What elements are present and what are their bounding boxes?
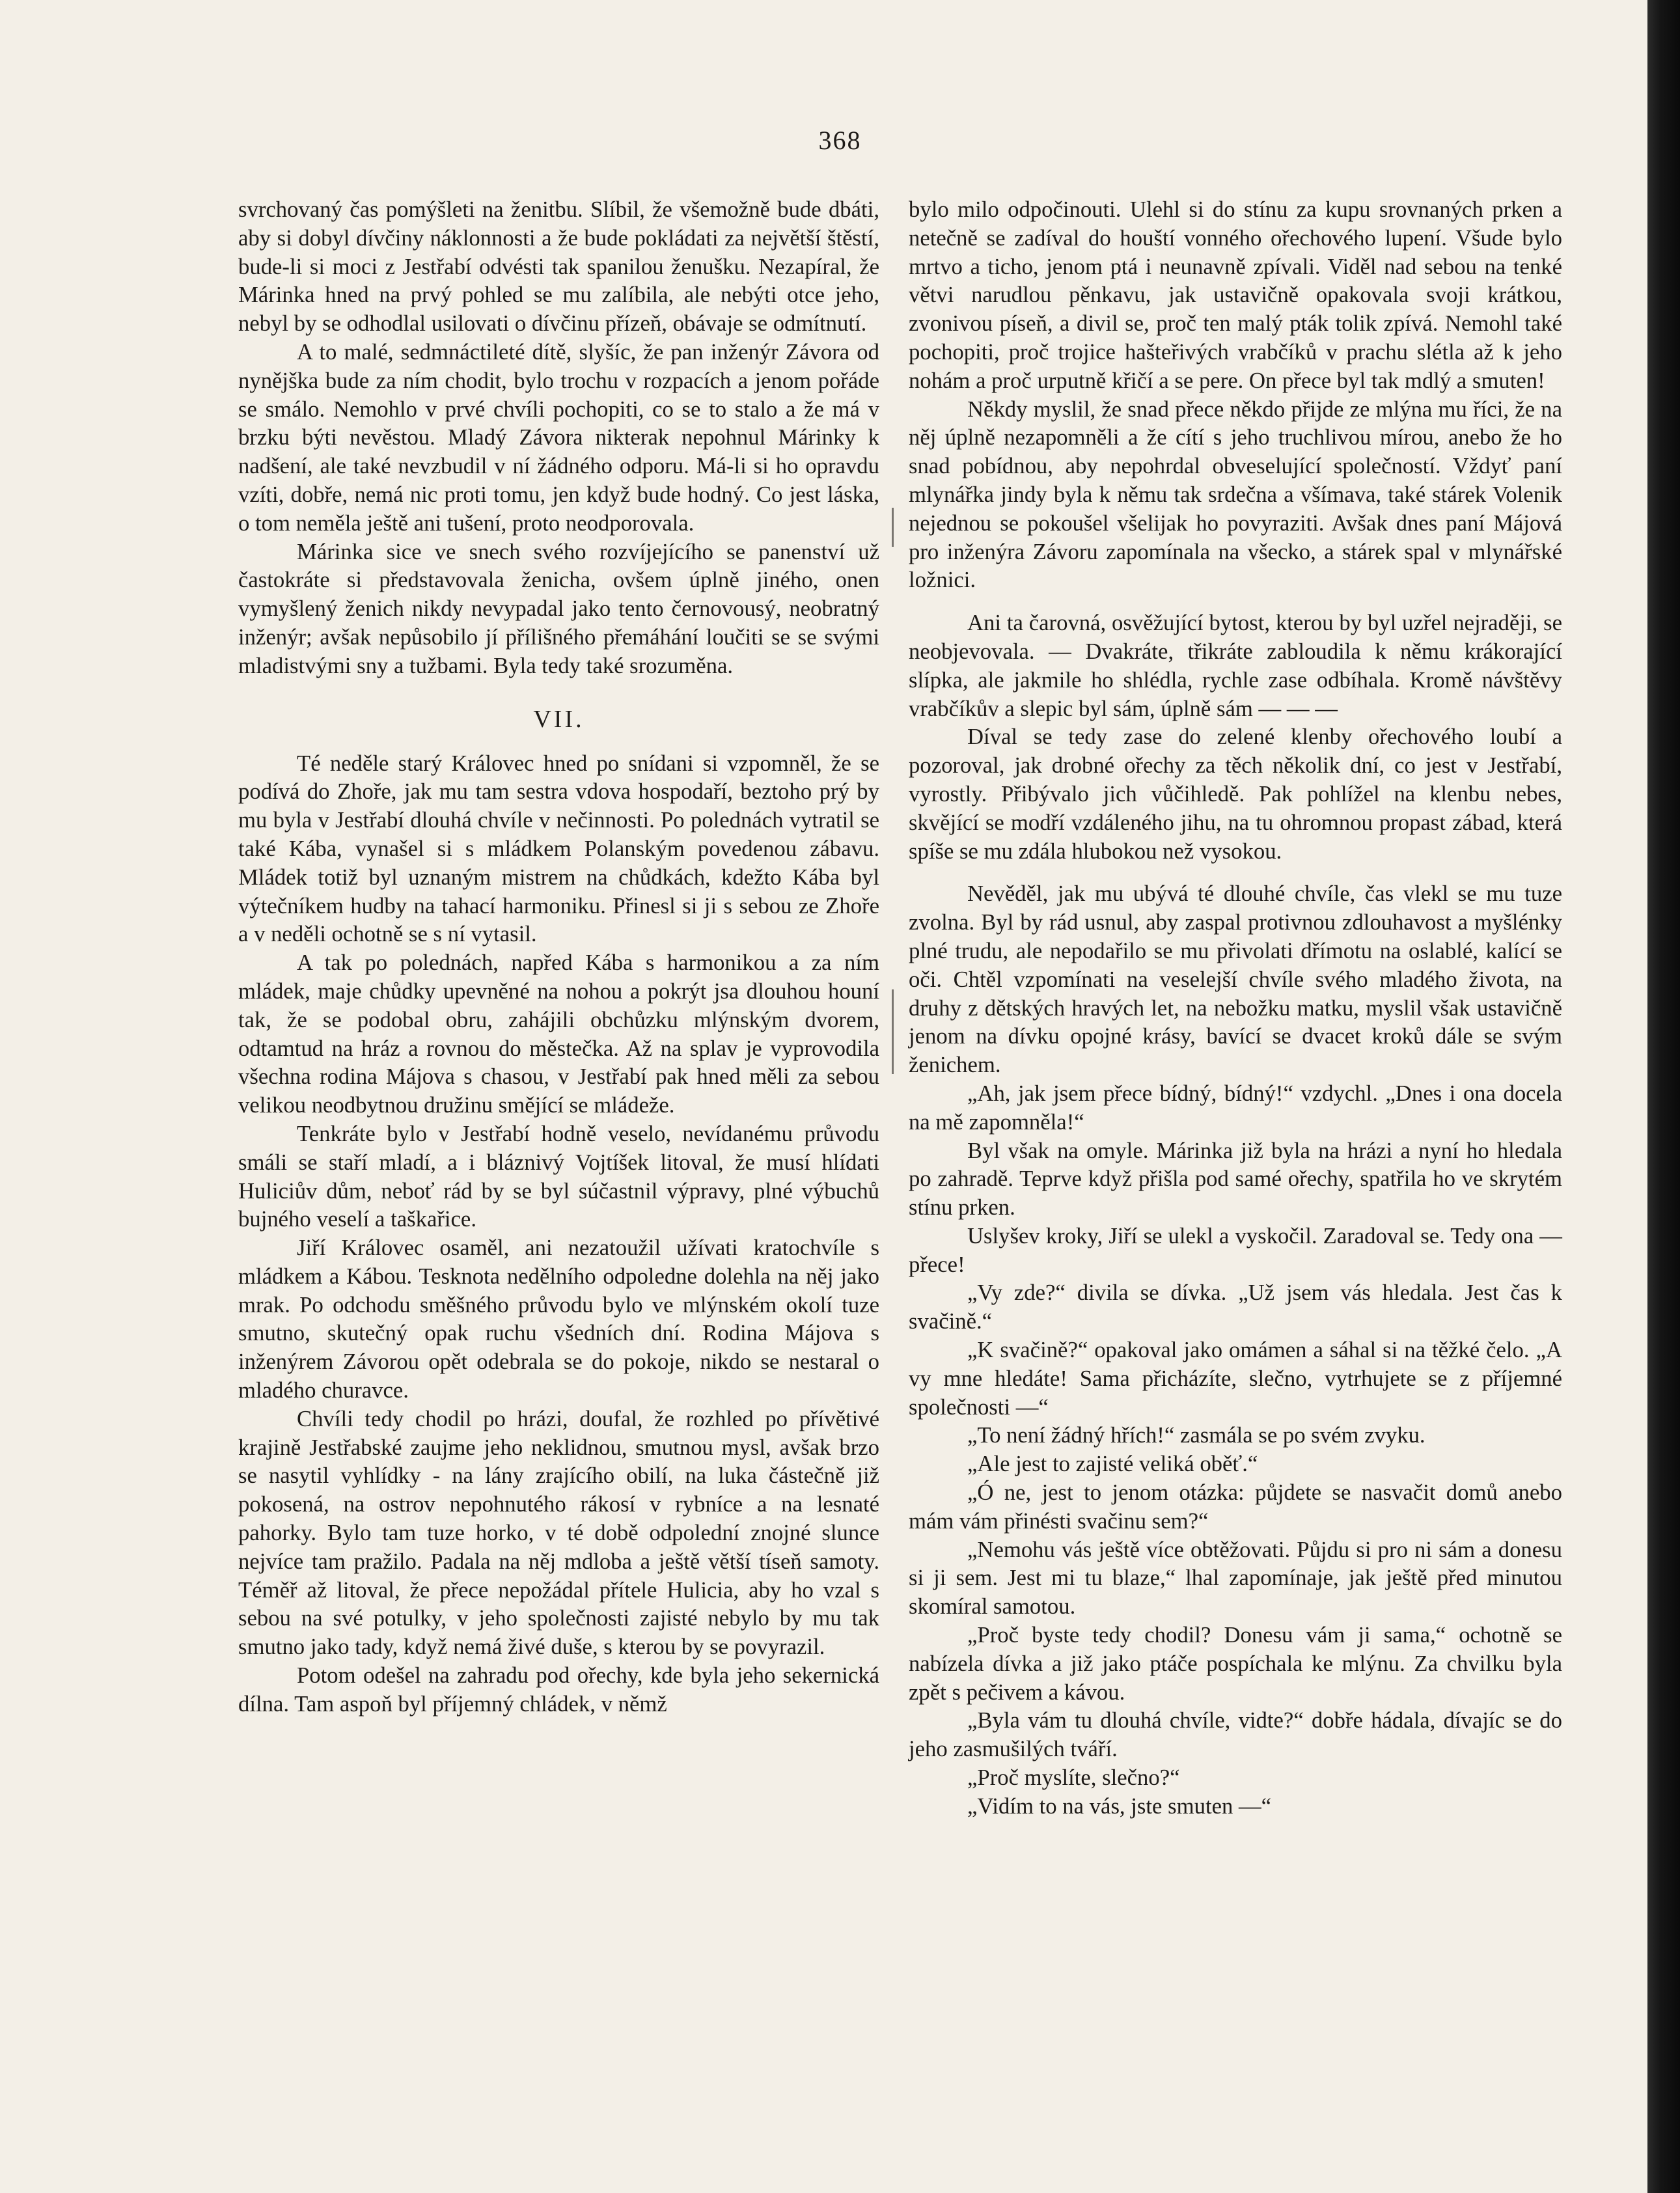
left-paragraph-2: A to malé, sedmnáctileté dítě, slyšíc, že pan inženýr Závora od nynějška bude za ním chodit, bylo trochu v rozpacích a jenom pořáde se smálo. Nemohlo v prvé chvíli pochopiti, co se to stalo a že má v brzku býti nevěstou. Mladý Závora nikterak nepohnul Márinky k nadšení, ale také nevzbudil v ní žádného odporu. Má-li si ho opravdu vzíti, dobře, nemá nic proti tomu, jen když bude hodný. Co jest láska, o tom neměla ještě ani tušení, proto neodporovala.	[238, 338, 879, 536]
left-paragraph-4: Té neděle starý Královec hned po snídani si vzpomněl, že se podívá do Zhoře, jak mu tam sestra vdova hospodaří, beztoho prý by mu byla v Jestřabí dlouhá chvíle v nečinnosti. Po polednách vytratil se také Kába, vynašel si s mládkem Polanským povedenou zábavu. Mládek totiž byl uznaným mistrem na chůdkách, kdežto Kába byl výtečníkem hudby na tahací harmoniku. Přinesl si ji s sebou ze Zhoře a v neděli ochotně se s ní vytasil.	[238, 750, 879, 947]
right-paragraph-18: „Vidím to na vás, jste smuten —“	[967, 1793, 1272, 1819]
chapter-heading: VII.	[533, 705, 585, 733]
left-paragraph-8: Chvíli tedy chodil po hrázi, doufal, že rozhled po přívětivé krajině Jestřabské zaujme jeho neklidnou, smutnou mysl, avšak brzo se nasytil vyhlídky - na lány zrajícího obilí, na luka částečně již pokosená, na ostrov nepohnutého rákosí v rybníce a na lesnaté pahorky. Bylo tam tuze horko, v té době odpolední znojné slunce nejvíce tam pražilo. Padala na něj mdloba a ještě větší tíseň samoty. Téměř až litoval, že přece nepožádal přítele Hulicia, aby ho vzal s sebou na své potulky, v jeho společnosti zajisté nebylo by mu tak smutno jako tady, když nemá živé duše, s kterou by se povyrazil.	[238, 1405, 879, 1660]
right-paragraph-13: „Ó ne, jest to jenom otázka: půjdete se nasvačit domů anebo mám vám přinésti svačinu sem?“	[909, 1480, 1562, 1534]
page-number: 368	[818, 126, 862, 155]
right-paragraph-17: „Proč myslíte, slečno?“	[967, 1765, 1180, 1791]
right-paragraph-4: Díval se tedy zase do zelené klenby ořechového loubí a pozoroval, jak drobné ořechy za těch několik dní, co jest v Jestřabí, vyrostly. Přibývalo jich vůčihledě. Pak pohlížel na klenbu nebes, skvějící se modří vzdáleného jihu, na tu ohromnou propast zábad, která spíše se mu zdála hlubokou než vysokou.	[909, 724, 1562, 864]
right-paragraph-7: Byl však na omyle. Márinka již byla na hrázi a nyní ho hledala po zahradě. Teprve když přišla pod samé ořechy, spatřila ho ve skrytém stínu prken.	[909, 1137, 1562, 1221]
left-paragraph-3: Márinka sice ve snech svého rozvíjejícího se panenství už častokráte si představovala ženicha, ovšem úplně jiného, onen vymyšlený ženich nikdy nevypadal jako tento černovousý, neobratný inženýr; avšak nepůsobilo jí přílišného přemáhání loučiti se se svými mladistvými sny a tužbami. Byla tedy také srozuměna.	[238, 538, 879, 678]
right-paragraph-8: Uslyšev kroky, Jiří se ulekl a vyskočil. Zaradoval se. Tedy ona — přece!	[909, 1222, 1562, 1277]
right-paragraph-9: „Vy zde?“ divila se dívka. „Už jsem vás hledala. Jest čas k svačině.“	[909, 1280, 1562, 1334]
right-paragraph-1: bylo milo odpočinouti. Ulehl si do stínu za kupu srovnaných prken a netečně se zadíval do houští vonného ořechového lupení. Všude bylo mrtvo a ticho, jenom ptá i neunavně zpívali. Viděl nad sebou na tenké větvi narudlou pěnkavu, jak ustavičně opakovala svoji krátkou, zvonivou píseň, a divil se, proč ten malý pták tolik zpívá. Nemohl také pochopiti, proč trojice hašteřivých vrabčíků v prachu slétla až k jeho nohám a proč urputně křičí a se pere. On přece byl tak mdlý a smuten!	[909, 197, 1562, 393]
column-rule-mark	[892, 989, 894, 1074]
right-column	[909, 195, 1562, 1821]
column-rule-mark	[892, 508, 894, 547]
left-paragraph-5: A tak po polednách, napřed Kába s harmonikou a za ním mládek, maje chůdky upevněné na nohou a pokrýt jsa dlouhou houní tak, že se podobal obru, zahájili obchůzku mlýnským dvorem, odtamtud na hráz a rovnou do městečka. Až na splav je vyprovodila všechna rodina Májova s chasou, v Jestřabí pak hned měli za sebou velikou neodbytnou družinu smějící se mládeže.	[238, 950, 879, 1118]
right-paragraph-2: Někdy myslil, že snad přece někdo přijde ze mlýna mu říci, že na něj úplně nezapomněli a že cítí s jeho truchlivou mírou, anebo že ho snad pobídnou, aby nepohrdal obveselující společností. Vždyť paní mlynářka jindy byla k němu tak srdečna a všímava, také stárek Volenik nejednou se pokoušel všelijak ho povyraziti. Avšak dnes paní Májová pro inženýra Závoru zapomínala na všecko, a stárek spal v mlynářské ložnici.	[909, 396, 1562, 593]
right-paragraph-5: Nevěděl, jak mu ubývá té dlouhé chvíle, čas vlekl se mu tuze zvolna. Byl by rád usnul, aby zaspal protivnou zdlouhavost a myšlénky plné trudu, ale nepodařilo se mu přivolati dřímotu na oslablé, kalící se oči. Chtěl vzpomínati na veselejší chvíle svého mladého života, na druhy z dětských hravých let, na nebožku matku, myslil však ustavičně jenom na dívku opojné krásy, bavící se dvacet kroků dále se svým ženichem.	[909, 881, 1562, 1078]
right-paragraph-12: „Ale jest to zajisté veliká oběť.“	[967, 1451, 1258, 1477]
left-paragraph-1: svrchovaný čas pomýšleti na ženitbu. Slíbil, že všemožně bude dbáti, aby si dobyl dívčiny náklonnosti a že bude pokládati za největší štěstí, bude-li si moci z Jestřabí odvésti tak spanilou ženušku. Nezapíral, že Márinka hned na prvý pohled se mu zalíbila, ale nebýti otce jeho, nebyl by se odhodlal usilovati o dívčinu přízeň, obávaje se odmítnutí.	[238, 197, 879, 337]
right-paragraph-6: „Ah, jak jsem přece bídný, bídný!“ vzdychl. „Dnes i ona docela na mě zapomněla!“	[909, 1080, 1562, 1135]
right-paragraph-14: „Nemohu vás ještě více obtěžovati. Půjdu si pro ni sám a donesu si ji sem. Jest mi tu blaze,“ lhal zapomínaje, jak ještě před minutou skomíral samotou.	[909, 1536, 1562, 1620]
left-paragraph-7: Jiří Královec osaměl, ani nezatoužil užívati kratochvíle s mládkem a Kábou. Tesknota nedělního odpoledne dolehla na něj jako mrak. Po odchodu směšného průvodu bylo ve mlýnském okolí tuze smutno, skutečný opak ruchu všedních dní. Rodina Májova s inženýrem Závorou opět odebrala se do pokoje, nikdo se nestaral o mladého churavce.	[238, 1235, 879, 1403]
right-paragraph-16: „Byla vám tu dlouhá chvíle, vidte?“ dobře hádala, dívajíc se do jeho zasmušilých tváří.	[909, 1707, 1562, 1762]
right-paragraph-15: „Proč byste tedy chodil? Donesu vám ji sama,“ ochotně se nabízela dívka a již jako ptáče pospíchala ke mlýnu. Za chvilku byla zpět s pečivem a kávou.	[909, 1622, 1562, 1705]
left-paragraph-6: Tenkráte bylo v Jestřabí hodně veselo, nevídanému průvodu smáli se staří mladí, a i bláznivý Vojtíšek litoval, že musí hlídati Huliciův dům, neboť rád by se byl súčastnil výpravy, plné výbuchů bujného veselí a taškařice.	[238, 1120, 879, 1232]
left-column	[238, 195, 879, 1718]
right-paragraph-11: „To není žádný hřích!“ zasmála se po svém zvyku.	[967, 1422, 1425, 1448]
scan-edge	[1647, 0, 1680, 2193]
right-paragraph-10: „K svačině?“ opakoval jako omámen a sáhal si na těžké čelo. „A vy mne hledáte! Sama přicházíte, slečno, vytrhujete se z příjemné společnosti —“	[909, 1337, 1562, 1420]
left-paragraph-9: Potom odešel na zahradu pod ořechy, kde byla jeho sekernická dílna. Tam aspoň byl příjemný chládek, v němž	[238, 1662, 879, 1717]
right-paragraph-3: Ani ta čarovná, osvěžující bytost, kterou by byl uzřel nejraději, se neobjevovala. — Dvakráte, třikráte zabloudila k němu krákorající slípka, ale jakmile ho shlédla, rychle zase odbíhala. Kromě návštěvy vrabčíkův a slepic byl sám, úplně sám — — —	[909, 610, 1562, 721]
